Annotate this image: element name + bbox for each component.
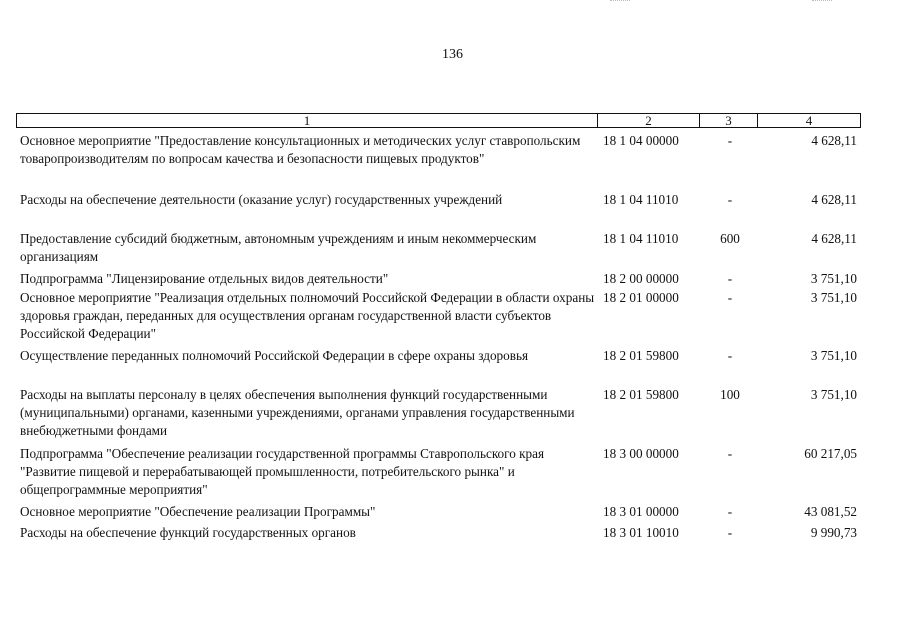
row-type: - (727, 446, 733, 461)
row-type: 600 (720, 231, 740, 246)
row-type: 100 (720, 387, 740, 402)
row-sum: 3 751,10 (810, 387, 857, 402)
row-code: 18 3 01 10010 (603, 525, 679, 540)
row-code: 18 1 04 11010 (603, 231, 679, 246)
row-name: Основное мероприятие "Реализация отдельных полномочий Российской Федерации в области охраны здоровья граждан, переданных для осуществления органам государственной власти субъектов Российской Федерации" (20, 290, 595, 341)
row-type: - (727, 525, 733, 540)
row-sum: 9 990,73 (810, 525, 857, 540)
row-name: Предоставление субсидий бюджетным, автономным учреждениям и иным некоммерческим организациям (20, 231, 537, 264)
row-code: 18 2 01 00000 (603, 290, 679, 305)
row-name: Подпрограмма "Обеспечение реализации государственной программы Ставропольского края "Развитие пищевой и перерабатывающей промышленности, потребительского рынка" и общепрограммные мероприятия" (20, 446, 545, 497)
row-code: 18 1 04 00000 (603, 133, 679, 148)
row-name: Расходы на выплаты персоналу в целях обеспечения выполнения функций государственными (муниципальными) органами, казенными учреждениями, органами управления государственными внебюджетными фондами (20, 387, 575, 438)
row-code: 18 1 04 11010 (603, 192, 679, 207)
row-type: - (727, 504, 733, 519)
row-sum: 3 751,10 (810, 290, 857, 305)
row-code: 18 3 01 00000 (603, 504, 679, 519)
table-header (16, 113, 861, 128)
row-name: Подпрограмма "Лицензирование отдельных видов деятельности" (20, 271, 389, 286)
header-col-1: 1 (303, 113, 311, 128)
row-code: 18 2 00 00000 (603, 271, 679, 286)
row-sum: 3 751,10 (810, 348, 857, 363)
row-type: - (727, 348, 733, 363)
row-sum: 4 628,11 (811, 192, 857, 207)
row-name: Основное мероприятие "Предоставление консультационных и методических услуг ставропольским товаропроизводителям по вопросам качества и безопасности пищевых продуктов" (20, 133, 581, 166)
row-sum: 4 628,11 (811, 133, 857, 148)
row-sum: 60 217,05 (804, 446, 857, 461)
row-sum: 43 081,52 (804, 504, 857, 519)
row-name: Расходы на обеспечение деятельности (оказание услуг) государственных учреждений (20, 192, 503, 207)
scan-mark-right (812, 0, 832, 4)
row-name: Осуществление переданных полномочий Российской Федерации в сфере охраны здоровья (20, 348, 529, 363)
row-code: 18 3 00 00000 (603, 446, 679, 461)
row-code: 18 2 01 59800 (603, 387, 679, 402)
header-col-2: 2 (597, 114, 699, 127)
row-code: 18 2 01 59800 (603, 348, 679, 363)
header-col-3: 3 (699, 114, 757, 127)
row-name: Основное мероприятие "Обеспечение реализации Программы" (20, 504, 376, 519)
row-type: - (727, 290, 733, 305)
page-number: 136 (442, 47, 463, 62)
row-sum: 4 628,11 (811, 231, 857, 246)
row-type: - (727, 192, 733, 207)
row-sum: 3 751,10 (810, 271, 857, 286)
row-name: Расходы на обеспечение функций государственных органов (20, 525, 356, 540)
row-type: - (727, 271, 733, 286)
header-col-4: 4 (757, 114, 860, 127)
row-type: - (727, 133, 733, 148)
scan-mark-left (610, 0, 630, 4)
